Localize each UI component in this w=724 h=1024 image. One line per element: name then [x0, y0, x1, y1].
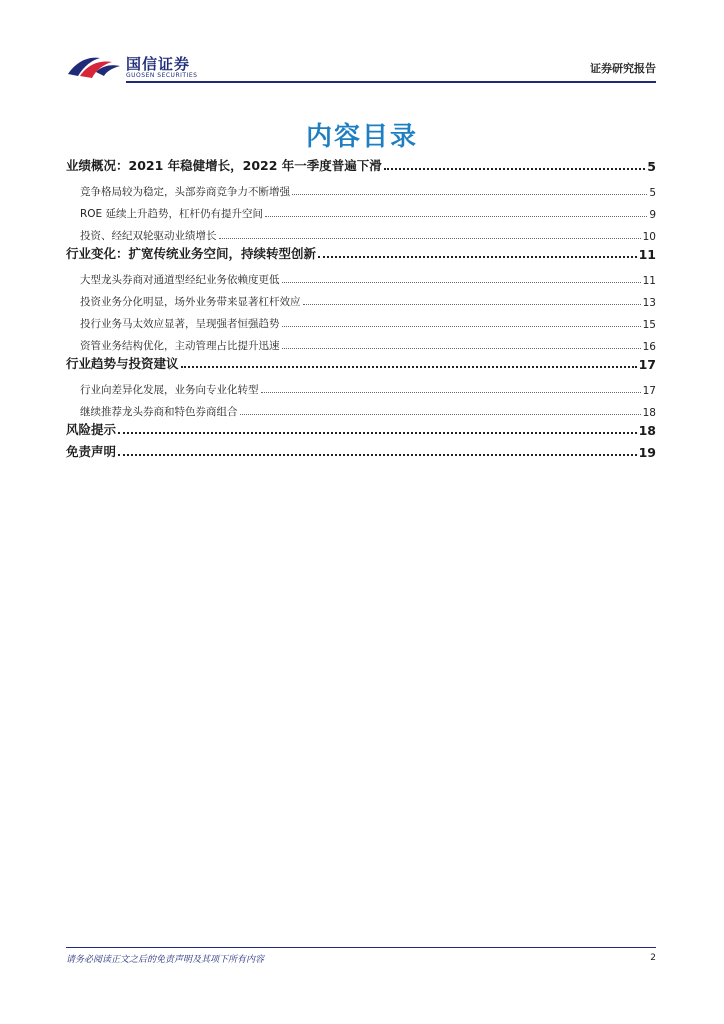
- toc-entry-title: ROE 延续上升趋势，杠杆仍有提升空间: [80, 208, 264, 220]
- toc-entry[interactable]: [66, 440, 656, 460]
- toc-entry-page: 11: [642, 275, 656, 287]
- toc-entry-page: 16: [642, 341, 656, 353]
- toc-entry-page: 10: [642, 231, 656, 243]
- footer-divider: [66, 947, 656, 948]
- page-number: 2: [650, 953, 656, 963]
- toc-entry[interactable]: [80, 223, 656, 243]
- toc-leader: [118, 453, 637, 456]
- company-logo: [66, 50, 206, 82]
- toc-entry-title: 继续推荐龙头券商和特色券商组合: [80, 406, 238, 418]
- toc-leader: [181, 365, 637, 368]
- toc-entry-title: 投资业务分化明显，场外业务带来显著杠杆效应: [80, 296, 301, 308]
- report-type-label: 证券研究报告: [590, 62, 656, 75]
- toc-entry[interactable]: [80, 399, 656, 419]
- toc-leader: [118, 431, 637, 434]
- toc-entry-page: 17: [638, 357, 656, 372]
- toc-entry-page: 18: [638, 423, 656, 438]
- toc-entry-title: 风险提示: [66, 422, 117, 437]
- toc-leader: [261, 391, 641, 393]
- toc-entry-title: 投资、经纪双轮驱动业绩增长: [80, 230, 217, 242]
- toc-leader: [384, 167, 646, 170]
- toc-entry-page: 18: [642, 407, 656, 419]
- toc-entry[interactable]: [80, 311, 656, 331]
- toc-entry-page: 17: [642, 385, 656, 397]
- toc-entry-title: 行业变化：扩宽传统业务空间，持续转型创新: [66, 246, 317, 261]
- toc-entry-page: 5: [647, 159, 656, 174]
- toc-leader: [219, 237, 641, 239]
- toc-entry[interactable]: [66, 418, 656, 438]
- page-header: [66, 48, 656, 88]
- toc-entry-page: 19: [638, 445, 656, 460]
- toc-leader: [240, 413, 641, 415]
- toc-entry-page: 15: [642, 319, 656, 331]
- toc-entry[interactable]: [66, 154, 656, 174]
- disclaimer-note: 请务必阅读正文之后的免责声明及其项下所有内容: [66, 955, 265, 965]
- logo-text-cn: 国信证券: [126, 55, 191, 73]
- toc-entry[interactable]: [66, 352, 656, 372]
- toc-leader: [282, 325, 641, 327]
- toc-leader: [318, 255, 637, 258]
- toc-entry-title: 大型龙头券商对通道型经纪业务依赖度更低: [80, 274, 280, 286]
- toc-leader: [282, 281, 641, 283]
- toc-entry-page: 11: [638, 247, 656, 262]
- toc-entry-page: 9: [649, 209, 656, 221]
- toc-entry-title: 资管业务结构优化，主动管理占比提升迅速: [80, 340, 280, 352]
- toc-entry-title: 竞争格局较为稳定，头部券商竞争力不断增强: [80, 186, 290, 198]
- toc-entry-title: 行业向差异化发展，业务向专业化转型: [80, 384, 259, 396]
- toc-leader: [265, 215, 647, 217]
- toc-entry-page: 13: [642, 297, 656, 309]
- toc-entry[interactable]: [80, 267, 656, 287]
- toc-entry-title: 行业趋势与投资建议: [66, 356, 179, 371]
- toc-entry[interactable]: [80, 179, 656, 199]
- toc-entry-title: 免责声明: [66, 444, 117, 459]
- toc-leader: [292, 193, 647, 195]
- header-divider: [126, 81, 656, 83]
- toc-entry[interactable]: [80, 377, 656, 397]
- page-title: 内容目录: [305, 122, 418, 152]
- toc-entry[interactable]: [80, 201, 656, 221]
- toc-entry[interactable]: [80, 289, 656, 309]
- toc-entry[interactable]: [80, 333, 656, 353]
- toc-entry-page: 5: [649, 187, 656, 199]
- toc-entry-title: 业绩概况：2021 年稳健增长，2022 年一季度普遍下滑: [66, 158, 382, 173]
- toc-leader: [303, 303, 641, 305]
- toc-entry[interactable]: [66, 242, 656, 262]
- guosen-logo-icon: [66, 52, 122, 80]
- logo-text-en: GUOSEN SECURITIES: [126, 72, 198, 79]
- toc-leader: [282, 347, 641, 349]
- toc-entry-title: 投行业务马太效应显著，呈现强者恒强趋势: [80, 318, 280, 330]
